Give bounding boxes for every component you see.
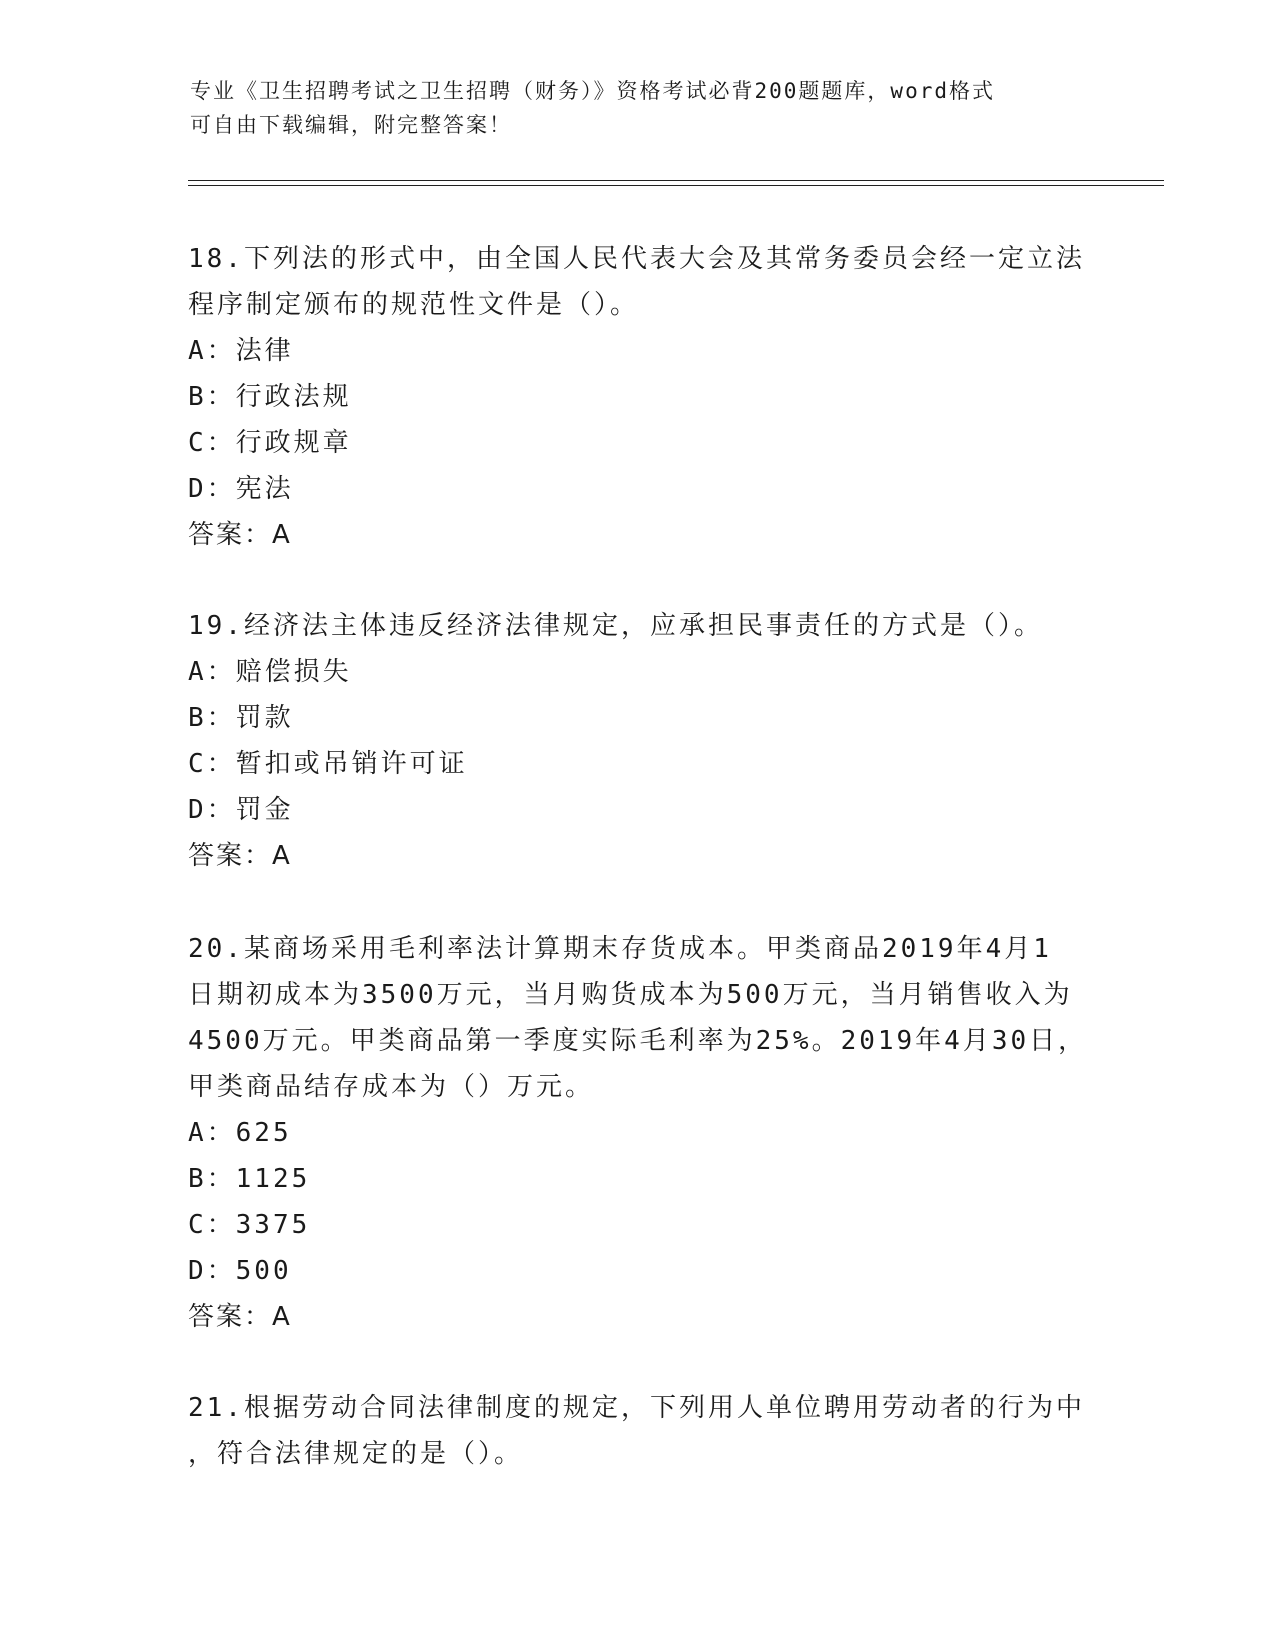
- option-a: A：625: [188, 1118, 292, 1148]
- document-header: [190, 74, 1090, 142]
- stem-line: 4500万元。甲类商品第一季度实际毛利率为25%。2019年4月30日，: [188, 1026, 1088, 1056]
- answer-label: 答案：A: [188, 841, 292, 871]
- stem-line: ，符合法律规定的是（）。: [188, 1439, 524, 1469]
- option-b: B：罚款: [188, 703, 294, 733]
- option-b: B：行政法规: [188, 382, 352, 412]
- option-c: C：3375: [188, 1210, 311, 1240]
- option-d: D：500: [188, 1256, 292, 1286]
- stem-line: 18.下列法的形式中，由全国人民代表大会及其常务委员会经一定立法: [188, 244, 1085, 274]
- stem-line: 20.某商场采用毛利率法计算期末存货成本。甲类商品2019年4月1: [188, 934, 1052, 964]
- stem-line: 日期初成本为3500万元，当月购货成本为500万元，当月销售收入为: [188, 980, 1073, 1010]
- stem-line: 19.经济法主体违反经济法律规定，应承担民事责任的方式是（）。: [188, 611, 1043, 641]
- option-c: C：暂扣或吊销许可证: [188, 749, 468, 779]
- header-divider-bottom: [188, 185, 1164, 186]
- header-line-2: 可自由下载编辑，附完整答案！: [190, 113, 512, 137]
- question-19: [188, 603, 1088, 879]
- header-divider-top: [188, 180, 1164, 181]
- question-stem: [188, 236, 1088, 328]
- stem-line: 甲类商品结存成本为（）万元。: [188, 1072, 595, 1102]
- question-21: [188, 1385, 1088, 1477]
- header-line-1: 专业《卫生招聘考试之卫生招聘（财务）》资格考试必背200题题库，word格式: [190, 79, 995, 103]
- question-stem: [188, 603, 1088, 649]
- option-d: D：宪法: [188, 474, 294, 504]
- option-c: C：行政规章: [188, 428, 352, 458]
- answer-label: 答案：A: [188, 520, 292, 550]
- stem-line: 程序制定颁布的规范性文件是（）。: [188, 290, 640, 320]
- answer-label: 答案：A: [188, 1302, 292, 1332]
- option-a: A：赔偿损失: [188, 657, 352, 687]
- question-18: [188, 236, 1088, 558]
- question-20: [188, 926, 1088, 1340]
- option-b: B：1125: [188, 1164, 311, 1194]
- question-stem: [188, 1385, 1088, 1477]
- option-d: D：罚金: [188, 795, 294, 825]
- option-a: A：法律: [188, 336, 294, 366]
- question-stem: [188, 926, 1088, 1110]
- stem-line: 21.根据劳动合同法律制度的规定，下列用人单位聘用劳动者的行为中: [188, 1393, 1085, 1423]
